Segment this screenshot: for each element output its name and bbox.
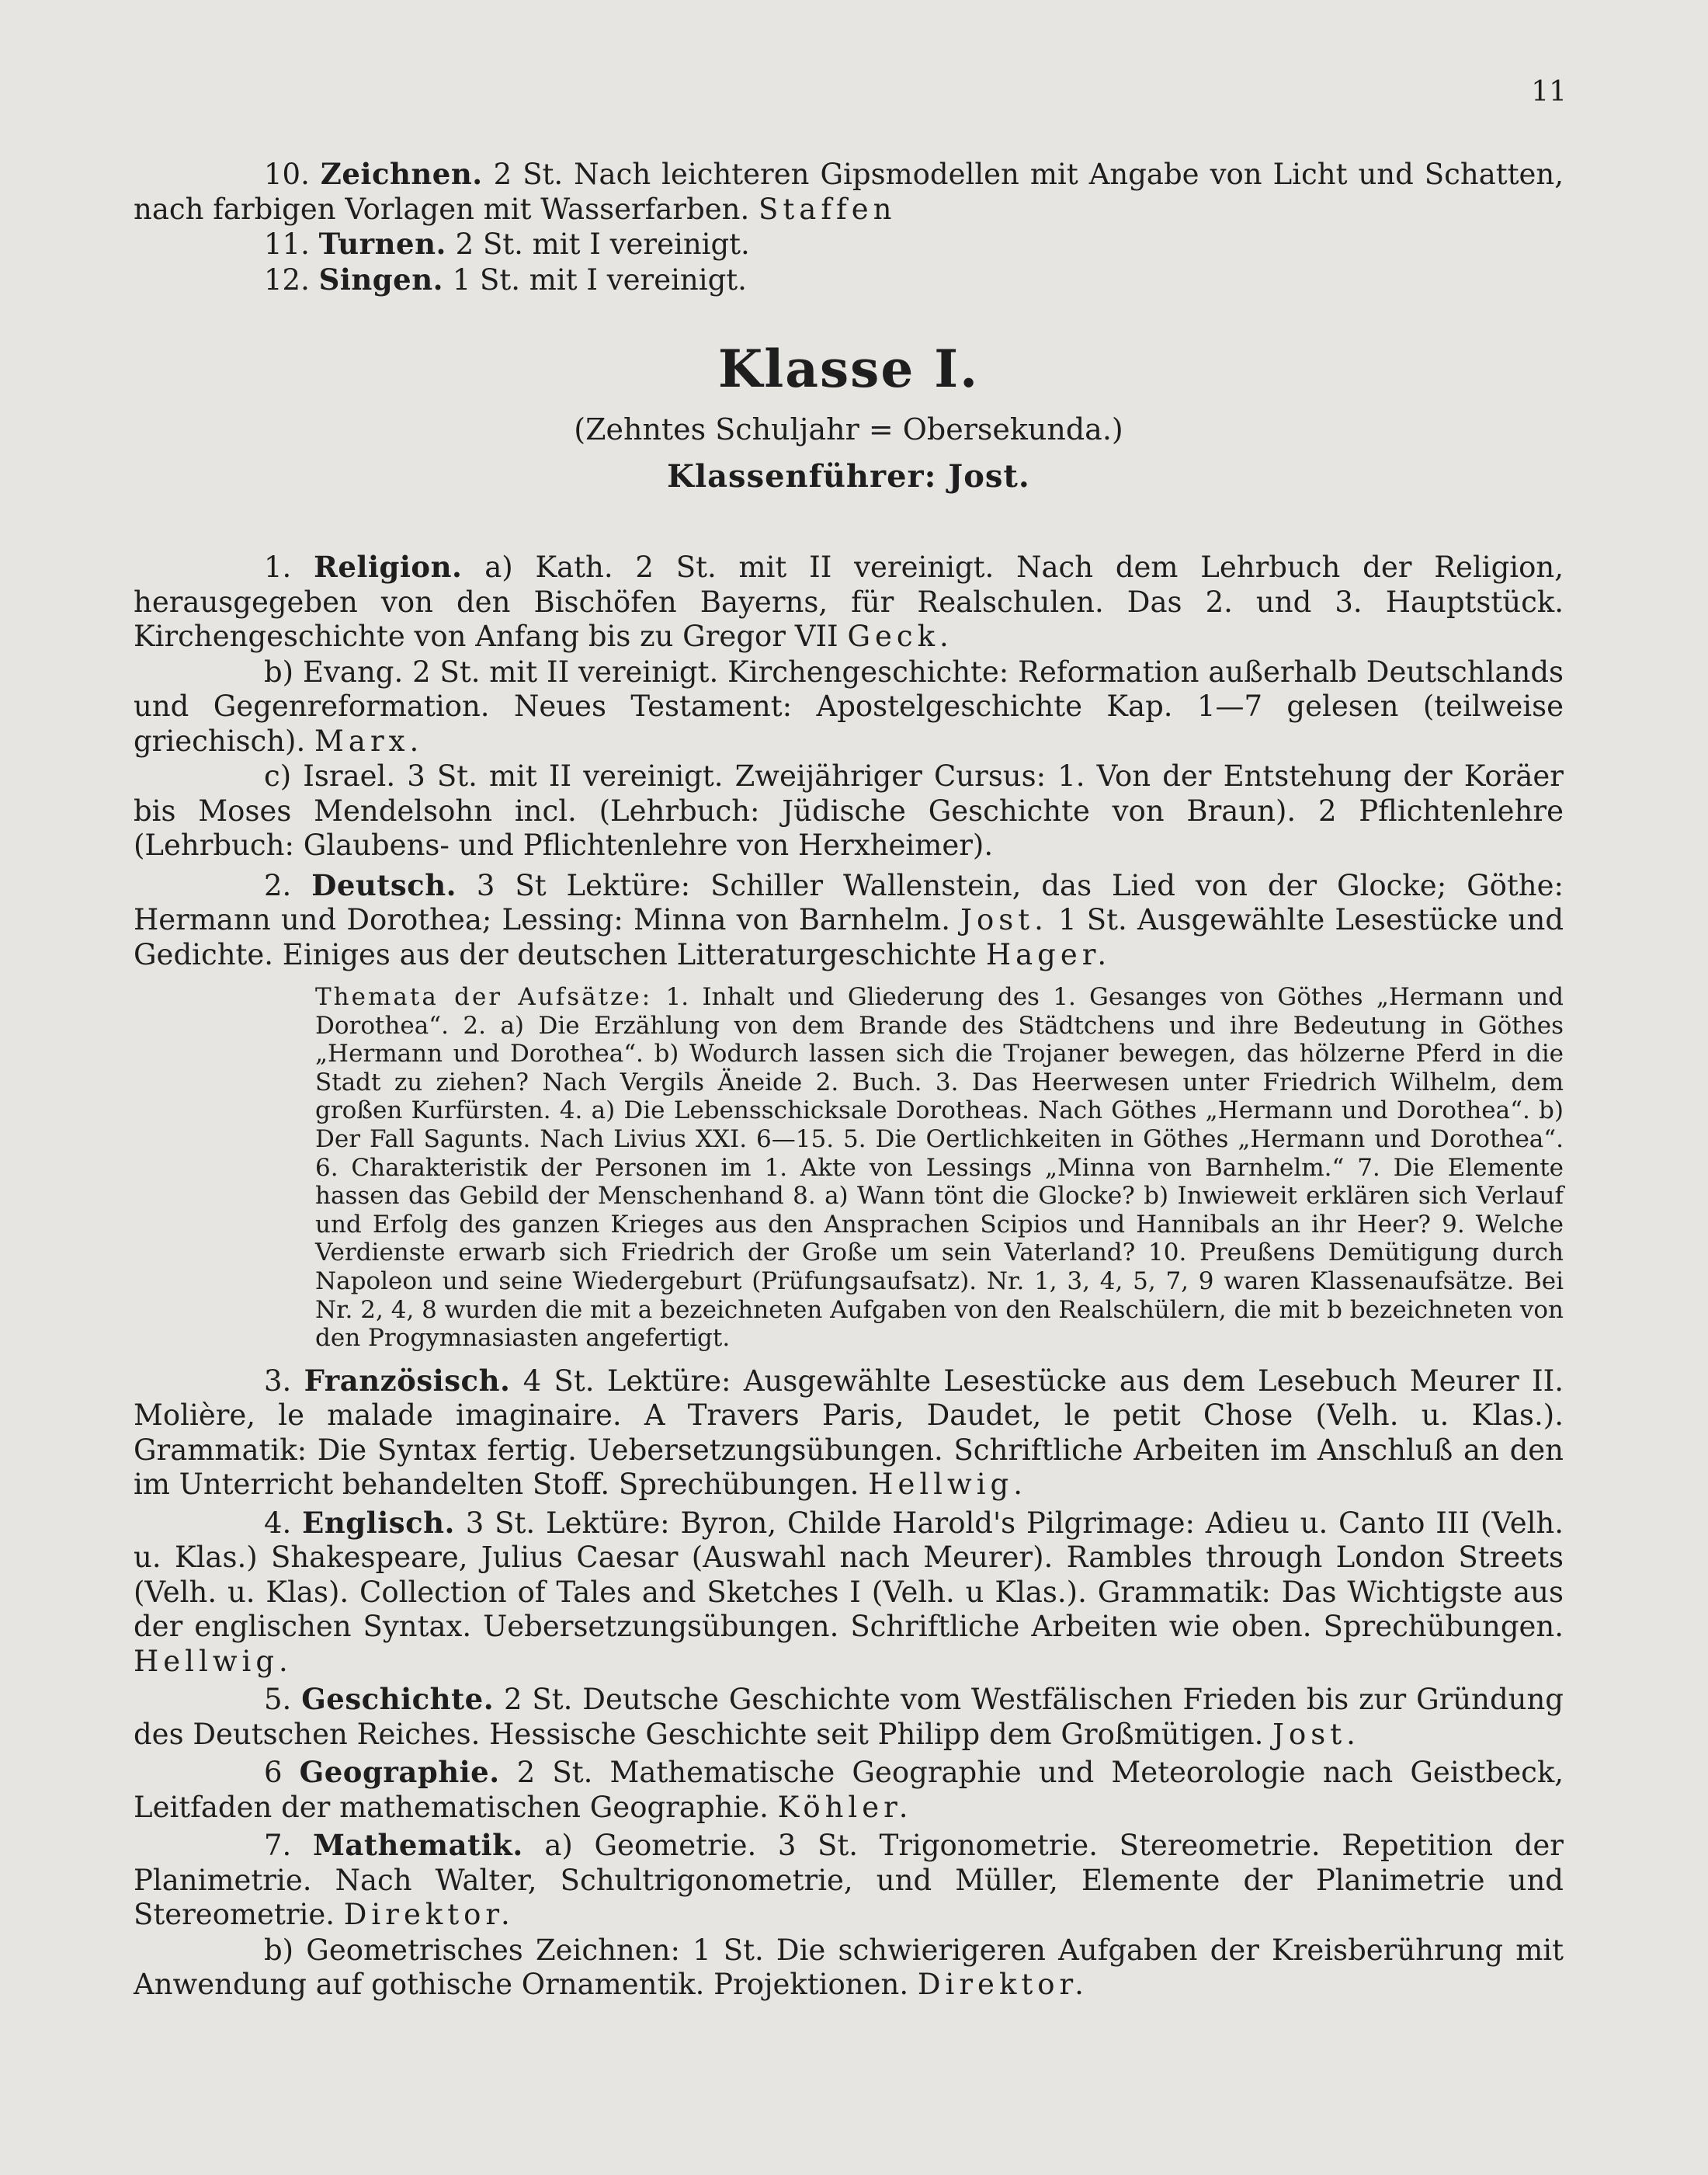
item-singen: 12. Singen. 1 St. mit I vereinigt. <box>264 262 747 297</box>
subject-religion-b: b) Evang. 2 St. mit II vereinigt. Kirchengeschichte: Reformation außerhalb Deutschlands und Gegenreformation. Neues Testament: Apostelgeschichte Kap. 1—7 gelesen (teilweise griechisch). Marx. <box>134 655 1564 758</box>
subject-englisch: 4. Englisch. 3 St. Lektüre: Byron, Childe Harold's Pilgrimage: Adieu u. Canto III (Velh. u. Klas.) Shakespeare, Julius Caesar (Auswahl nach Meurer). Rambles through London Streets (Velh. u. Klas). Collection of Tales and Sketches I (Velh. u Klas.). Grammatik: Das Wichtigste aus der englischen Syntax. Uebersetzungsübungen. Schriftliche Arbeiten wie oben. Sprechübungen. Hellwig. <box>134 1505 1564 1678</box>
essay-topics: Themata der Aufsätze: 1. Inhalt und Gliederung des 1. Gesanges von Göthes „Hermann und Dorothea“. 2. a) Die Erzählung von dem Brande des Städtchens und ihre Bedeutung in Göthes „Hermann und Dorothea“. b) Wodurch lassen sich die Trojaner bewegen, das hölzerne Pferd in die Stadt zu ziehen? Nach Vergils Äneide 2. Buch. 3. Das Heerwesen unter Friedrich Wilhelm, dem großen Kurfürsten. 4. a) Die Lebensschicksale Dorotheas. Nach Göthes „Hermann und Dorothea“. b) Der Fall Sagunts. Nach Livius XXI. 6—15. 5. Die Oertlichkeiten in Göthes „Hermann und Dorothea“. 6. Charakteristik der Personen im 1. Akte von Lessings „Minna von Barnhelm.“ 7. Die Elemente hassen das Gebild der Menschenhand 8. a) Wann tönt die Glocke? b) Inwieweit erklären sich Verlauf und Erfolg des ganzen Krieges aus den Ansprachen Scipios und Hannibals an ihr Heer? 9. Welche Verdienste erwarb sich Friedrich der Große um sein Vaterland? 10. Preußens Demütigung durch Napoleon und seine Wiedergeburt (Prüfungsaufsatz). Nr. 1, 3, 4, 5, 7, 9 waren Klassenaufsätze. Bei Nr. 2, 4, 8 wurden die mit a bezeichneten Aufgaben von den Realschülern, die mit b bezeichneten von den Progymnasiasten angefertigt. <box>315 983 1564 1353</box>
item-turnen: 11. Turnen. 2 St. mit I vereinigt. <box>264 227 750 261</box>
top-section <box>134 157 1564 297</box>
subject-geschichte: 5. Geschichte. 2 St. Deutsche Geschichte vom Westfälischen Frieden bis zur Gründung des Deutschen Reiches. Hessische Geschichte seit Philipp dem Großmütigen. Jost. <box>134 1682 1564 1751</box>
subject-franzoesisch: 3. Französisch. 4 St. Lektüre: Ausgewählte Lesestücke aus dem Lesebuch Meurer II. Molière, le malade imaginaire. A Travers Paris, Daudet, le petit Chose (Velh. u. Klas.). Grammatik: Die Syntax fertig. Uebersetzungsübungen. Schriftliche Arbeiten im Anschluß an den im Unterricht behandelten Stoff. Sprechübungen. Hellwig. <box>134 1363 1564 1502</box>
school-year: (Zehntes Schuljahr = Obersekunda.) <box>574 412 1123 446</box>
class-leader: Klassenführer: Jost. <box>667 458 1030 495</box>
subject-mathematik-b: b) Geometrisches Zeichnen: 1 St. Die schwierigeren Aufgaben der Kreisberührung mit Anwendung auf gothische Ornamentik. Projektionen. Direktor. <box>134 1933 1564 2002</box>
subject-religion-c: c) Israel. 3 St. mit II vereinigt. Zweijähriger Cursus: 1. Von der Entstehung der Koräer bis Moses Mendelsohn incl. (Lehrbuch: Jüdische Geschichte von Braun). 2 Pflichtenlehre (Lehrbuch: Glaubens- und Pflichtenlehre von Herxheimer). <box>134 759 1564 862</box>
page-number: 11 <box>1531 76 1567 108</box>
item-zeichnen: 10. Zeichnen. 2 St. Nach leichteren Gipsmodellen mit Angabe von Licht und Schatten, nach farbigen Vorlagen mit Wasserfarben. Staffen <box>134 157 1564 226</box>
class-title: Klasse I. <box>717 339 980 399</box>
class-heading <box>134 339 1564 497</box>
subject-religion-a: 1. Religion. a) Kath. 2 St. mit II vereinigt. Nach dem Lehrbuch der Religion, herausgegeben von den Bischöfen Bayerns, für Realschulen. Das 2. und 3. Hauptstück. Kirchengeschichte von Anfang bis zu Gregor VII Geck. <box>134 550 1564 653</box>
subject-deutsch: 2. Deutsch. 3 St Lektüre: Schiller Wallenstein, das Lied von der Glocke; Göthe: Hermann und Dorothea; Lessing: Minna von Barnhelm. Jost. 1 St. Ausgewählte Lesestücke und Gedichte. Einiges aus der deutschen Litteraturgeschichte Hager. <box>134 867 1564 971</box>
subject-mathematik-a: 7. Mathematik. a) Geometrie. 3 St. Trigonometrie. Stereometrie. Repetition der Planimetrie. Nach Walter, Schultrigonometrie, und Müller, Elemente der Planimetrie und Stereometrie. Direktor. <box>134 1828 1564 1932</box>
subject-geographie: 6 Geographie. 2 St. Mathematische Geographie und Meteorologie nach Geistbeck, Leitfaden der mathematischen Geographie. Köhler. <box>134 1755 1564 1824</box>
subjects <box>134 550 1564 2003</box>
